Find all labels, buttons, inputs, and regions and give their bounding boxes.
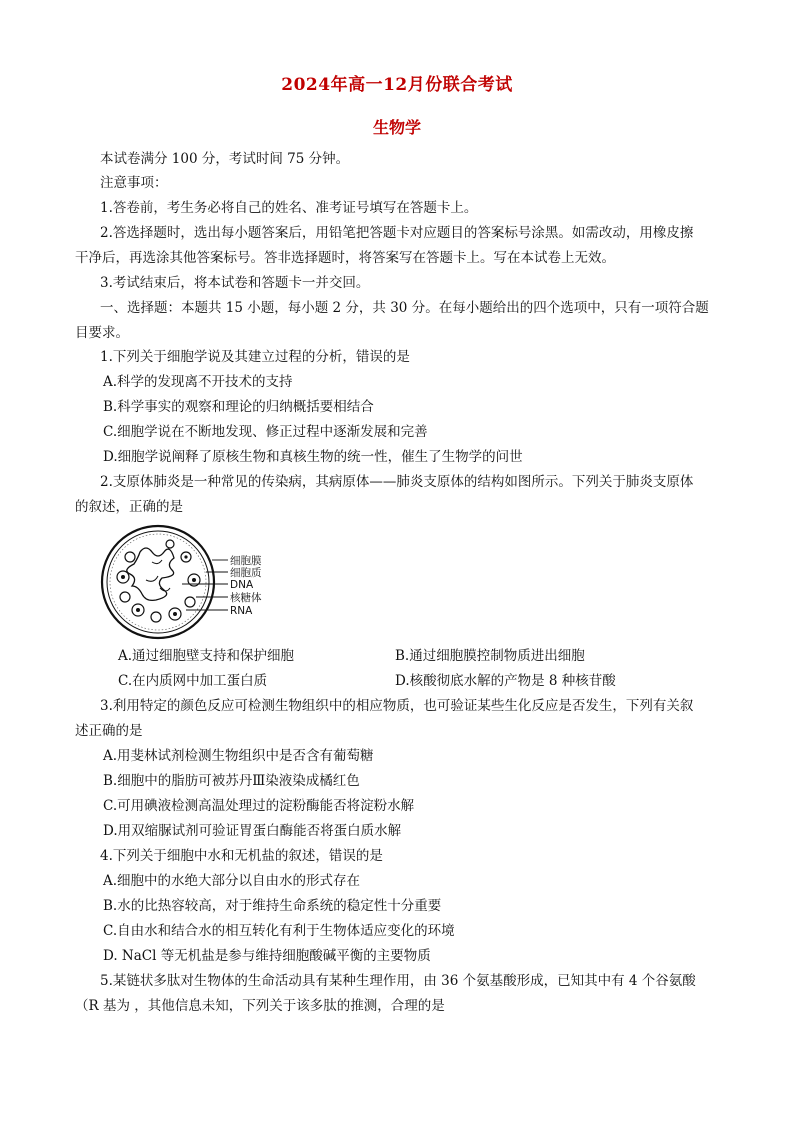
q4-option-c: C.自由水和结合水的相互转化有利于生物体适应变化的环境 bbox=[103, 923, 455, 939]
notes-heading: 注意事项： bbox=[100, 175, 168, 191]
q3-option-c: C.可用碘液检测高温处理过的淀粉酶能否将淀粉水解 bbox=[103, 798, 415, 814]
note-2-line-1: 2.答选择题时，选出每小题答案后，用铅笔把答题卡对应题目的答案标号涂黑。如需改动，用橡皮擦 bbox=[100, 225, 694, 241]
q5-stem-line-1: 5.某链状多肽对生物体的生命活动具有某种生理作用，由 36 个氨基酸形成，已知其中有 4 个谷氨酸 bbox=[100, 973, 696, 989]
q4-option-b: B.水的比热容较高，对于维持生命系统的稳定性十分重要 bbox=[103, 898, 442, 914]
label-cell-membrane: 细胞膜 bbox=[230, 555, 262, 567]
q4-option-a: A.细胞中的水绝大部分以自由水的形式存在 bbox=[103, 873, 361, 889]
figure-labels bbox=[228, 550, 298, 620]
exam-title: 2024年高一12月份联合考试 bbox=[281, 75, 513, 95]
note-3: 3.考试结束后，将本试卷和答题卡一并交回。 bbox=[100, 275, 370, 291]
note-2-line-2: 干净后，再选涂其他答案标号。答非选择题时，将答案写在答题卡上。写在本试卷上无效。 bbox=[75, 250, 615, 266]
q2-option-b: B.通过细胞膜控制物质进出细胞 bbox=[395, 648, 585, 664]
q2-option-a: A.通过细胞壁支持和保护细胞 bbox=[118, 648, 295, 664]
q1-option-b: B.科学事实的观察和理论的归纳概括要相结合 bbox=[103, 399, 374, 415]
q3-option-b: B.细胞中的脂肪可被苏丹Ⅲ染液染成橘红色 bbox=[103, 773, 360, 789]
q2-stem-line-2: 的叙述，正确的是 bbox=[75, 499, 183, 515]
q3-stem-line-2: 述正确的是 bbox=[75, 723, 143, 739]
q4-option-d: D. NaCl 等无机盐是参与维持细胞酸碱平衡的主要物质 bbox=[103, 948, 431, 964]
q3-option-a: A.用斐林试剂检测生物组织中是否含有葡萄糖 bbox=[103, 748, 374, 764]
label-rna: RNA bbox=[230, 605, 253, 617]
q1-option-c: C.细胞学说在不断地发现、修正过程中逐渐发展和完善 bbox=[103, 424, 428, 440]
q4-stem: 4.下列关于细胞中水和无机盐的叙述，错误的是 bbox=[100, 848, 383, 864]
q3-option-d: D.用双缩脲试剂可验证胃蛋白酶能否将蛋白质水解 bbox=[103, 823, 402, 839]
label-cytoplasm: 细胞质 bbox=[230, 567, 262, 579]
exam-intro: 本试卷满分 100 分，考试时间 75 分钟。 bbox=[100, 151, 350, 167]
q5-stem-line-2: （R 基为 ，其他信息未知，下列关于该多肽的推测，合理的是 bbox=[75, 998, 445, 1014]
q1-stem: 1.下列关于细胞学说及其建立过程的分析，错误的是 bbox=[100, 349, 410, 365]
q2-option-c: C.在内质网中加工蛋白质 bbox=[118, 673, 268, 689]
label-ribosome: 核糖体 bbox=[230, 592, 262, 604]
q1-option-d: D.细胞学说阐释了原核生物和真核生物的统一性，催生了生物学的问世 bbox=[103, 449, 523, 465]
section-instructions-line-1: 一、选择题：本题共 15 小题，每小题 2 分，共 30 分。在每小题给出的四个选项中，只有一项符合题 bbox=[100, 300, 709, 316]
q2-stem-line-1: 2.支原体肺炎是一种常见的传染病，其病原体——肺炎支原体的结构如图所示。下列关于肺炎支原体 bbox=[100, 474, 694, 490]
q2-option-d: D.核酸彻底水解的产物是 8 种核苷酸 bbox=[395, 673, 616, 689]
note-1: 1.答卷前，考生务必将自己的姓名、准考证号填写在答题卡上。 bbox=[100, 200, 478, 216]
q3-stem-line-1: 3.利用特定的颜色反应可检测生物组织中的相应物质，也可验证某些生化反应是否发生，下列有关叙 bbox=[100, 698, 694, 714]
label-dna: DNA bbox=[230, 579, 254, 591]
subject-title: 生物学 bbox=[372, 118, 421, 137]
section-instructions-line-2: 目要求。 bbox=[75, 325, 129, 341]
q1-option-a: A.科学的发现离不开技术的支持 bbox=[103, 374, 293, 390]
